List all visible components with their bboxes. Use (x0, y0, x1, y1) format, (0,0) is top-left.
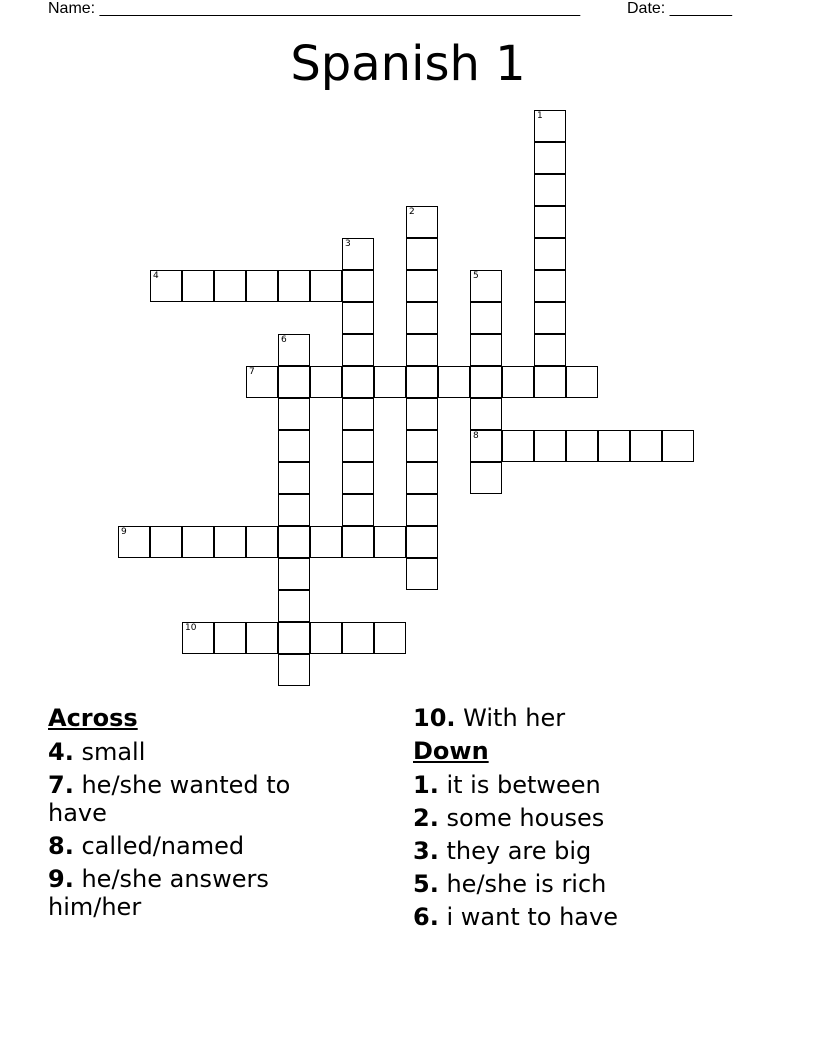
crossword-cell[interactable] (534, 334, 566, 366)
crossword-cell[interactable] (342, 302, 374, 334)
crossword-cell[interactable] (182, 270, 214, 302)
crossword-cell[interactable] (310, 622, 342, 654)
crossword-cell[interactable] (662, 430, 694, 462)
crossword-cell[interactable] (630, 430, 662, 462)
clue-text: they are big (446, 837, 592, 865)
crossword-cell[interactable] (534, 430, 566, 462)
crossword-cell[interactable] (246, 622, 278, 654)
crossword-cell[interactable] (214, 526, 246, 558)
clue-number: 1. (413, 771, 439, 799)
crossword-cell[interactable] (406, 238, 438, 270)
clue-number: 2. (413, 804, 439, 832)
crossword-cell[interactable] (406, 558, 438, 590)
crossword-cell[interactable] (374, 526, 406, 558)
clue-text: he/she is rich (446, 870, 607, 898)
crossword-cell[interactable] (310, 270, 342, 302)
clue-number: 4. (48, 738, 74, 766)
crossword-cell[interactable] (278, 462, 310, 494)
crossword-cell[interactable] (278, 366, 310, 398)
clue-text: some houses (446, 804, 605, 832)
crossword-cell[interactable] (470, 398, 502, 430)
crossword-cell[interactable] (406, 430, 438, 462)
clues-right-column (413, 704, 773, 936)
across-heading: Across (48, 704, 138, 732)
clue-text: With her (463, 704, 566, 732)
across-clue (48, 865, 348, 921)
crossword-cell[interactable] (278, 494, 310, 526)
crossword-cell[interactable] (566, 430, 598, 462)
crossword-cell[interactable] (470, 302, 502, 334)
crossword-cell[interactable] (278, 430, 310, 462)
clue-text: called/named (81, 832, 245, 860)
crossword-cell[interactable] (406, 206, 438, 238)
crossword-cell[interactable] (118, 526, 150, 558)
down-clue (413, 870, 773, 898)
crossword-cell[interactable] (438, 366, 470, 398)
crossword-cell[interactable] (534, 206, 566, 238)
crossword-cell[interactable] (406, 526, 438, 558)
down-clue (413, 804, 773, 832)
across-clue (413, 704, 773, 732)
date-field-label: Date: _______ (627, 0, 732, 17)
crossword-cell[interactable] (342, 462, 374, 494)
cell-number: 10 (185, 623, 197, 633)
crossword-cell[interactable] (278, 526, 310, 558)
crossword-cell[interactable] (470, 430, 502, 462)
across-clue (48, 738, 348, 766)
cell-number: 4 (153, 271, 159, 281)
clue-number: 7. (48, 771, 74, 799)
crossword-cell[interactable] (278, 654, 310, 686)
clue-number: 10. (413, 704, 456, 732)
cell-number: 6 (281, 335, 287, 345)
crossword-cell[interactable] (406, 398, 438, 430)
crossword-cell[interactable] (214, 270, 246, 302)
across-clue (48, 771, 348, 827)
crossword-cell[interactable] (342, 430, 374, 462)
crossword-cell[interactable] (150, 270, 182, 302)
crossword-cell[interactable] (342, 270, 374, 302)
crossword-cell[interactable] (246, 526, 278, 558)
cell-number: 8 (473, 431, 479, 441)
cell-number: 3 (345, 239, 351, 249)
crossword-cell[interactable] (310, 366, 342, 398)
crossword-cell[interactable] (278, 590, 310, 622)
clue-number: 5. (413, 870, 439, 898)
crossword-cell[interactable] (406, 462, 438, 494)
crossword-cell[interactable] (278, 622, 310, 654)
crossword-cell[interactable] (214, 622, 246, 654)
clue-number: 9. (48, 865, 74, 893)
clue-text: it is between (446, 771, 601, 799)
crossword-cell[interactable] (406, 270, 438, 302)
crossword-cell[interactable] (182, 622, 214, 654)
crossword-cell[interactable] (342, 238, 374, 270)
crossword-cell[interactable] (470, 366, 502, 398)
crossword-cell[interactable] (534, 110, 566, 142)
crossword-cell[interactable] (534, 238, 566, 270)
clue-number: 8. (48, 832, 74, 860)
down-clue (413, 903, 773, 931)
across-clue (48, 832, 348, 860)
crossword-cell[interactable] (534, 270, 566, 302)
crossword-cell[interactable] (470, 270, 502, 302)
crossword-cell[interactable] (342, 398, 374, 430)
crossword-cell[interactable] (278, 270, 310, 302)
crossword-cell[interactable] (502, 430, 534, 462)
crossword-cell[interactable] (374, 622, 406, 654)
crossword-cell[interactable] (374, 366, 406, 398)
crossword-cell[interactable] (534, 366, 566, 398)
clue-number: 3. (413, 837, 439, 865)
cell-number: 7 (249, 367, 255, 377)
crossword-cell[interactable] (246, 366, 278, 398)
crossword-cell[interactable] (246, 270, 278, 302)
down-clue (413, 771, 773, 799)
name-field-label: Name: ______________________________________________________ (48, 0, 581, 17)
cell-number: 9 (121, 527, 127, 537)
crossword-cell[interactable] (310, 526, 342, 558)
crossword-cell[interactable] (534, 302, 566, 334)
down-heading: Down (413, 737, 489, 765)
page-title: Spanish 1 (290, 36, 526, 92)
crossword-cell[interactable] (598, 430, 630, 462)
crossword-cell[interactable] (278, 398, 310, 430)
clue-number: 6. (413, 903, 439, 931)
crossword-cell[interactable] (470, 462, 502, 494)
crossword-cell[interactable] (406, 366, 438, 398)
clue-text: small (81, 738, 146, 766)
clue-text: i want to have (446, 903, 618, 931)
crossword-cell[interactable] (342, 622, 374, 654)
crossword-cell[interactable] (534, 142, 566, 174)
cell-number: 5 (473, 271, 479, 281)
crossword-cell[interactable] (534, 174, 566, 206)
down-clue (413, 837, 773, 865)
crossword-cell[interactable] (342, 334, 374, 366)
crossword-cell[interactable] (342, 526, 374, 558)
crossword-cell[interactable] (278, 558, 310, 590)
crossword-cell[interactable] (342, 494, 374, 526)
crossword-cell[interactable] (470, 334, 502, 366)
crossword-cell[interactable] (182, 526, 214, 558)
crossword-cell[interactable] (502, 366, 534, 398)
crossword-cell[interactable] (406, 302, 438, 334)
crossword-cell[interactable] (566, 366, 598, 398)
crossword-cell[interactable] (278, 334, 310, 366)
clues-left-column (48, 704, 348, 926)
crossword-cell[interactable] (150, 526, 182, 558)
clue-text: he/she wanted to have (48, 771, 291, 827)
crossword-cell[interactable] (406, 494, 438, 526)
crossword-cell[interactable] (342, 366, 374, 398)
clue-text: he/she answers him/her (48, 865, 269, 921)
cell-number: 1 (537, 111, 543, 121)
cell-number: 2 (409, 207, 415, 217)
crossword-cell[interactable] (406, 334, 438, 366)
